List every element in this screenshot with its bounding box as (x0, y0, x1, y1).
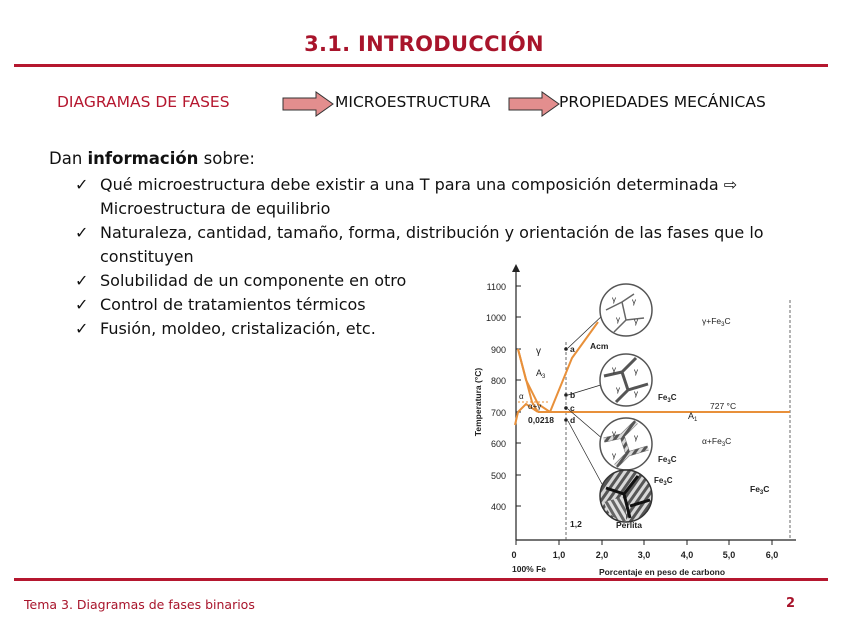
label-acm: Acm (590, 341, 609, 351)
microstructure-b (600, 354, 652, 406)
label-fe3c-c: $Fe_3C$ (658, 455, 677, 466)
label-fe3c-right: $Fe_3C$ (750, 484, 770, 496)
svg-text:γ: γ (634, 367, 638, 376)
flow-step-diagramas: DIAGRAMAS DE FASES (57, 93, 230, 111)
slide-title: 3.1. INTRODUCCIÓN (304, 32, 544, 56)
svg-text:γ: γ (612, 365, 616, 374)
y-tick-label: 1100 (486, 282, 506, 292)
y-tick-label: 800 (490, 376, 506, 386)
label-alpha-fe3c: $\alpha+Fe_3C$ (702, 436, 732, 448)
intro-bold: información (87, 149, 199, 168)
x-tick-label: 6,0 (765, 550, 779, 560)
flow-arrow-icon (508, 91, 560, 117)
x-origin-label: 100% Fe (512, 564, 547, 574)
svg-text:γ: γ (634, 317, 638, 326)
list-item: ✓ Qué microestructura debe existir a una T para una composición determinada ⇨ Microestructura de equilibrio (75, 175, 738, 218)
list-item: ✓ Naturaleza, cantidad, tamaño, forma, distribución y orientación de las fases que lo constituyen (75, 223, 764, 266)
phase-diagram-figure (466, 262, 802, 580)
title-rule (14, 64, 828, 67)
label-alpha: α (519, 392, 524, 401)
y-tick-label: 900 (490, 345, 506, 355)
svg-text:γ: γ (616, 315, 620, 324)
label-gamma: γ (536, 346, 541, 357)
svg-text:γ: γ (634, 389, 638, 398)
intro-text: Dan información sobre: (49, 149, 255, 168)
list-item: ✓ Control de tratamientos térmicos (75, 293, 810, 317)
list-item: ✓ Solubilidad de un componente en otro (75, 269, 810, 293)
x-axis-title: Porcentaje en peso de carbono (598, 567, 726, 577)
label-a1: $A_1$ (688, 411, 698, 423)
svg-text:γ: γ (616, 385, 620, 394)
svg-text:γ: γ (632, 297, 636, 306)
y-tick-label: 400 (490, 502, 506, 512)
phase-boundaries (515, 322, 790, 425)
label-a3: $A_3$ (536, 368, 546, 380)
label-727: 727 °C (710, 401, 737, 411)
label-0218: 0,0218 (528, 415, 554, 425)
point-a-label: a (570, 344, 575, 354)
label-12: 1,2 (570, 519, 582, 529)
microstructure-a (600, 284, 652, 336)
svg-text:γ: γ (612, 295, 616, 304)
point-d-label: d (570, 415, 576, 425)
y-axis-title: Temperatura (°C) (473, 367, 483, 437)
microstructure-d (600, 470, 652, 522)
label-alpha-gamma: α+γ (528, 402, 542, 411)
x-tick-label: 4,0 (680, 550, 694, 560)
check-icon: ✓ (75, 223, 89, 242)
svg-text:γ: γ (612, 429, 616, 438)
x-tick-label: 2,0 (595, 550, 609, 560)
flow-row (0, 91, 848, 117)
microstructure-c (600, 418, 652, 470)
point-c-label: c (570, 403, 575, 413)
point-b-label: b (570, 390, 576, 400)
svg-text:γ: γ (612, 451, 616, 460)
footer-course-title: Tema 3. Diagramas de fases binarios (24, 597, 255, 612)
x-tick-label: 1,0 (552, 550, 566, 560)
x-ticks (511, 540, 778, 560)
y-tick-label: 600 (490, 439, 506, 449)
label-gamma-fe3c: $\gamma+Fe_3C$ (702, 316, 731, 328)
label-fe3c-b: $Fe_3C$ (658, 393, 677, 404)
y-tick-label: 500 (490, 471, 506, 481)
check-icon: ✓ (75, 319, 89, 338)
check-icon: ✓ (75, 175, 89, 194)
footer-rule (14, 578, 828, 581)
svg-text:γ: γ (634, 433, 638, 442)
y-tick-label: 700 (490, 408, 506, 418)
flow-step-propiedades: PROPIEDADES MECÁNICAS (559, 93, 766, 111)
y-axis-arrow (512, 264, 520, 272)
x-tick-label: 0 (511, 550, 517, 560)
label-perlita: Perlita (616, 520, 642, 530)
page-number: 2 (786, 596, 796, 611)
label-fe3c-d: $Fe_3C$ (654, 476, 673, 487)
check-icon: ✓ (75, 295, 89, 314)
flow-step-microestructura: MICROESTRUCTURA (335, 93, 491, 111)
x-tick-label: 5,0 (722, 550, 736, 560)
y-tick-label: 1000 (485, 313, 506, 323)
x-tick-label: 3,0 (637, 550, 651, 560)
check-icon: ✓ (75, 271, 89, 290)
flow-arrow-icon (282, 91, 334, 117)
list-item: ✓ Fusión, moldeo, cristalización, etc. (75, 317, 810, 341)
